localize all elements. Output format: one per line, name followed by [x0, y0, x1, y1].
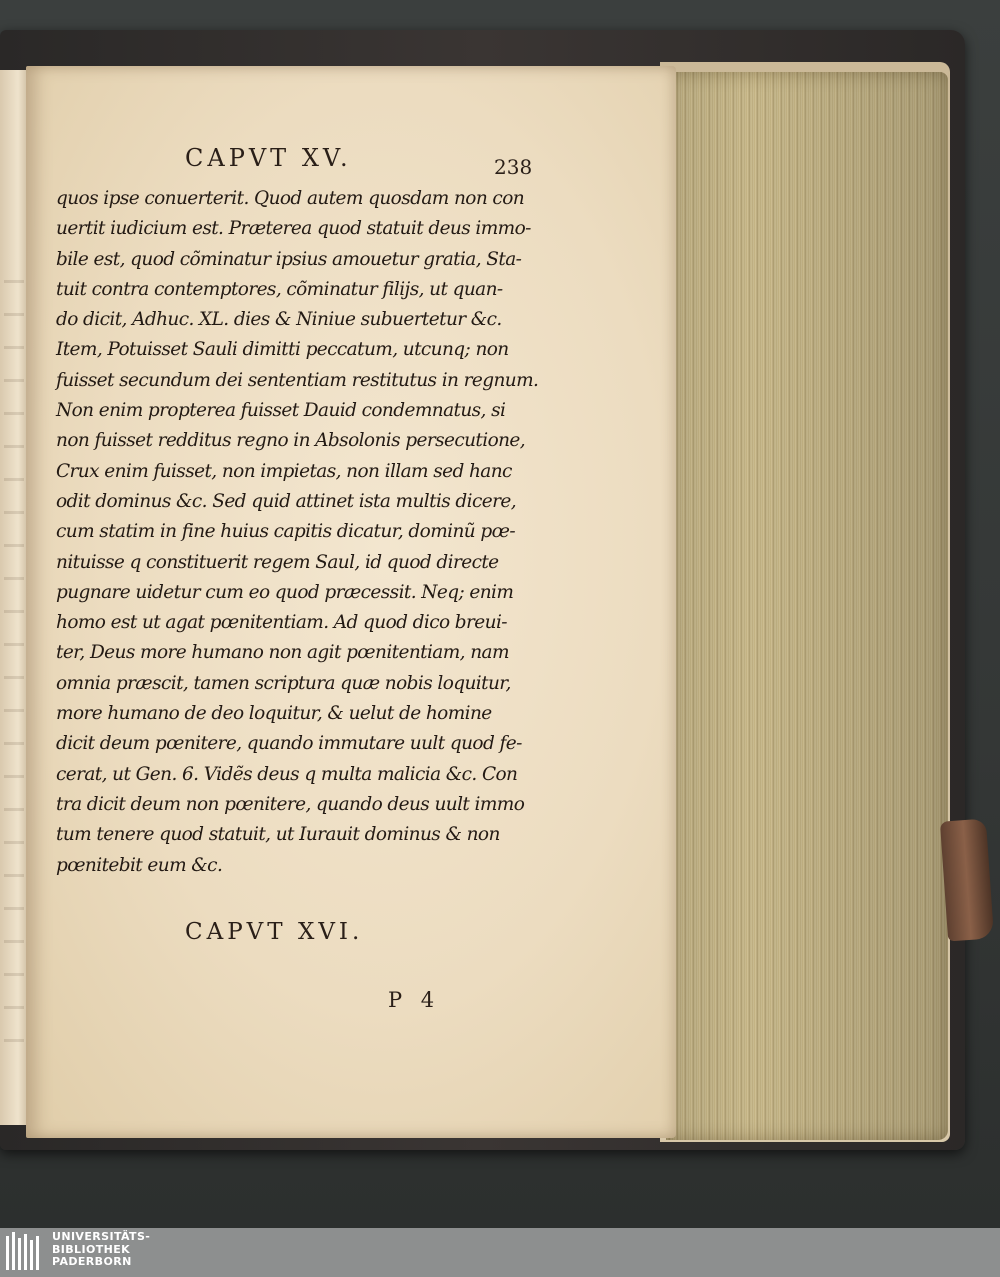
logo-line: BIBLIOTHEK [52, 1242, 131, 1256]
text-line: tra dicit deum non pœnitere, quando deus uult immo [56, 793, 525, 815]
facing-page-text-bleed [4, 250, 24, 1050]
text-line: tum tenere quod statuit, ut Iurauit dominus & non [56, 824, 500, 846]
text-line: more humano de deo loquitur, & uelut de homine [56, 703, 492, 725]
text-line: Non enim propterea fuisset Dauid condemnatus, si [56, 400, 506, 422]
signature-mark: P 4 [388, 988, 441, 1012]
text-line: Item, Potuisset Sauli dimitti peccatum, utcunq; non [56, 339, 509, 361]
text-line: omnia præscit, tamen scriptura quæ nobis loquitur, [56, 672, 511, 694]
text-line: ter, Deus more humano non agit pœnitentiam, nam [56, 642, 509, 664]
text-line: dicit deum pœnitere, quando immutare uult quod fe- [56, 733, 522, 755]
text-line: uertit iudicium est. Præterea quod statuit deus immo- [56, 218, 531, 240]
text-line: fuisset secundum dei sententiam restitutus in regnum. [56, 369, 539, 391]
text-line: pugnare uidetur cum eo quod præcessit. Neq; enim [56, 581, 514, 603]
text-line: homo est ut agat pœnitentiam. Ad quod dico breui- [56, 612, 507, 634]
text-line: tuit contra contemptores, cõminatur filijs, ut quan- [56, 278, 503, 300]
text-line: odit dominus &c. Sed quid attinet ista multis dicere, [56, 490, 516, 512]
text-line: do dicit, Adhuc. XL. dies & Niniue subuertetur &c. [56, 309, 502, 331]
text-line: cum statim in fine huius capitis dicatur, dominũ pœ- [56, 521, 515, 543]
logo-line: UNIVERSITÄTS- [52, 1230, 151, 1243]
text-line: quos ipse conuerterit. Quod autem quosdam non con [56, 188, 525, 209]
text-line: Crux enim fuisset, non impietas, non illam sed hanc [56, 460, 512, 482]
text-line: non fuisset redditus regno in Absolonis persecutione, [56, 430, 526, 452]
text-line: pœnitebit eum &c. [56, 854, 223, 876]
leather-bookmark [940, 819, 994, 942]
text-line: bile est, quod cõminatur ipsius amouetur gratia, Sta- [56, 248, 522, 270]
section-heading: CAPVT XVI. [185, 919, 364, 945]
page-number: 238 [494, 155, 533, 179]
body-text [56, 184, 539, 884]
logo-line: PADERBORN [52, 1255, 132, 1268]
running-head: CAPVT XV. [185, 144, 352, 172]
library-logo-icon [4, 1230, 48, 1274]
page-edges-shadow [666, 72, 948, 1140]
text-line: nituisse q constituerit regem Saul, id quod directe [56, 551, 499, 573]
text-line: cerat, ut Gen. 6. Vidẽs deus q multa malicia &c. Con [56, 763, 518, 785]
library-logo-text [52, 1231, 252, 1275]
